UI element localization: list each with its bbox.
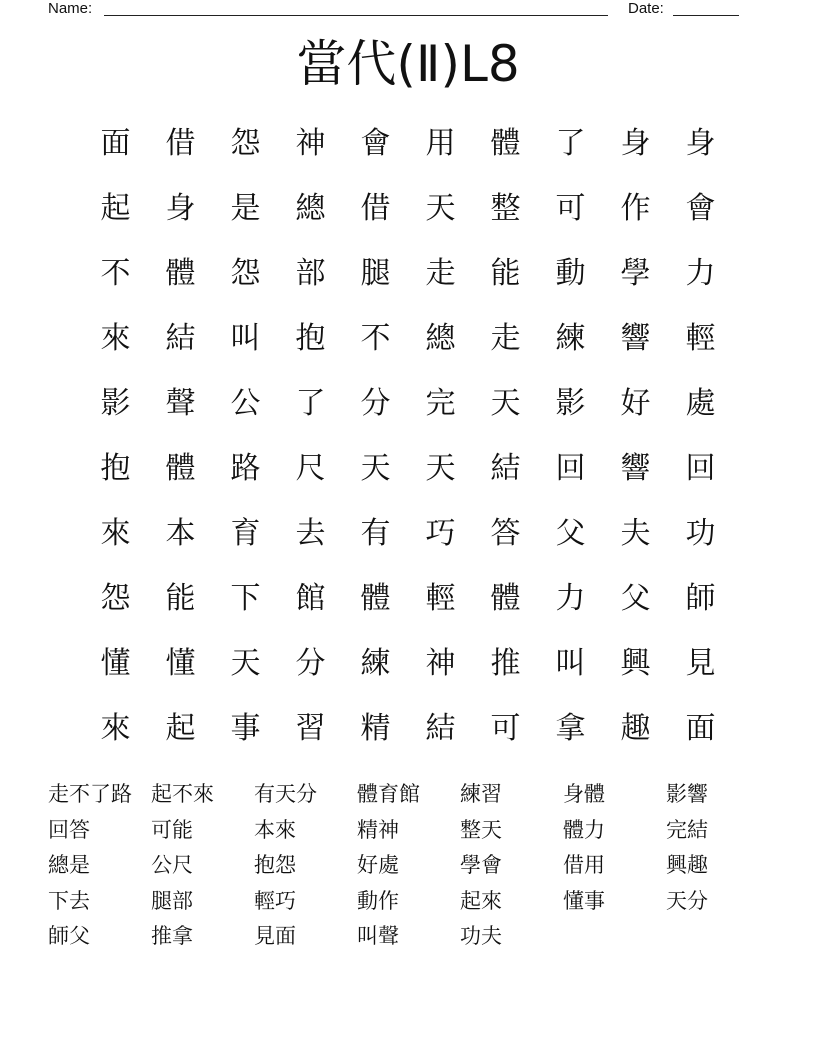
word-list-item: 體力: [563, 817, 605, 842]
grid-cell[interactable]: 體: [360, 581, 391, 616]
grid-cell[interactable]: 部: [295, 256, 326, 291]
grid-cell[interactable]: 腿: [360, 256, 391, 291]
word-list-item: 本來: [254, 817, 296, 842]
grid-cell[interactable]: 父: [620, 581, 651, 616]
grid-cell[interactable]: 精: [360, 711, 391, 746]
word-list-row: [48, 848, 769, 884]
word-list-item: 整天: [460, 817, 502, 842]
grid-cell[interactable]: 神: [295, 126, 326, 161]
grid-cell[interactable]: 育: [230, 516, 261, 551]
date-blank-line[interactable]: [673, 15, 739, 16]
grid-cell[interactable]: 借: [360, 191, 391, 226]
grid-cell[interactable]: 身: [165, 191, 196, 226]
date-label: Date:: [628, 0, 664, 17]
grid-cell[interactable]: 叫: [555, 646, 586, 681]
word-list-item: 輕巧: [254, 888, 296, 913]
grid-cell[interactable]: 功: [685, 516, 716, 551]
grid-cell[interactable]: 拿: [555, 711, 586, 746]
grid-cell[interactable]: 能: [490, 256, 521, 291]
grid-cell[interactable]: 見: [685, 646, 716, 681]
grid-row: [83, 179, 733, 244]
grid-cell[interactable]: 會: [360, 126, 391, 161]
word-list-item: 可能: [151, 817, 193, 842]
grid-cell[interactable]: 抱: [295, 321, 326, 356]
word-list-item: 好處: [357, 853, 399, 877]
grid-cell[interactable]: 師: [685, 581, 716, 616]
word-list-item: 精神: [357, 817, 399, 842]
word-list-item: 下去: [48, 888, 90, 913]
grid-cell[interactable]: 處: [685, 386, 716, 421]
word-list-item: 興趣: [666, 853, 708, 877]
grid-cell[interactable]: 天: [230, 646, 261, 681]
grid-cell[interactable]: 神: [425, 646, 456, 681]
grid-cell[interactable]: 可: [490, 711, 521, 746]
grid-cell[interactable]: 力: [555, 581, 586, 616]
grid-cell[interactable]: 可: [555, 191, 586, 226]
grid-cell[interactable]: 分: [360, 386, 391, 421]
grid-cell[interactable]: 來: [100, 516, 131, 551]
grid-cell[interactable]: 巧: [425, 516, 456, 551]
grid-cell[interactable]: 練: [360, 646, 391, 681]
grid-cell[interactable]: 事: [230, 711, 261, 746]
grid-cell[interactable]: 響: [620, 321, 651, 356]
grid-cell[interactable]: 是: [230, 191, 261, 226]
grid-row: [83, 634, 733, 699]
word-list-item: 體育館: [357, 782, 420, 806]
grid-cell[interactable]: 體: [165, 256, 196, 291]
grid-cell[interactable]: 練: [555, 321, 586, 356]
worksheet-title: 當代(Ⅱ)L8: [296, 35, 520, 93]
grid-row: [83, 374, 733, 439]
grid-cell[interactable]: 習: [295, 711, 326, 746]
grid-row: [83, 244, 733, 309]
word-list-item: 懂事: [563, 888, 605, 913]
grid-cell[interactable]: 回: [555, 451, 586, 486]
grid-cell[interactable]: 用: [425, 126, 456, 161]
grid-cell[interactable]: 影: [555, 386, 586, 421]
grid-cell[interactable]: 回: [685, 451, 716, 486]
grid-cell[interactable]: 懂: [100, 646, 131, 681]
word-list-item: 師父: [48, 924, 90, 948]
word-list-item: 走不了路: [48, 782, 132, 806]
grid-cell[interactable]: 結: [425, 711, 456, 746]
grid-cell[interactable]: 了: [295, 386, 326, 421]
word-list-item: 總是: [48, 853, 90, 877]
grid-cell[interactable]: 了: [555, 126, 586, 161]
grid-cell[interactable]: 面: [100, 126, 131, 161]
grid-cell[interactable]: 總: [425, 321, 456, 356]
word-list-item: 叫聲: [357, 924, 399, 948]
grid-cell[interactable]: 起: [100, 191, 131, 226]
grid-cell[interactable]: 身: [685, 126, 716, 161]
grid-cell[interactable]: 天: [425, 191, 456, 226]
grid-cell[interactable]: 抱: [100, 451, 131, 486]
word-list-item: 推拿: [151, 924, 193, 948]
grid-cell[interactable]: 借: [165, 126, 196, 161]
grid-cell[interactable]: 起: [165, 711, 196, 746]
grid-cell[interactable]: 下: [230, 581, 261, 616]
grid-cell[interactable]: 總: [295, 191, 326, 226]
grid-cell[interactable]: 響: [620, 451, 651, 486]
grid-row: [83, 309, 733, 374]
word-list-item: 天分: [666, 888, 708, 913]
grid-cell[interactable]: 體: [165, 451, 196, 486]
grid-cell[interactable]: 整: [490, 191, 521, 226]
word-list-item: 公尺: [151, 853, 193, 877]
grid-cell[interactable]: 聲: [165, 386, 196, 421]
grid-cell[interactable]: 結: [490, 451, 521, 486]
grid-cell[interactable]: 結: [165, 321, 196, 356]
grid-cell[interactable]: 身: [620, 126, 651, 161]
grid-cell[interactable]: 走: [490, 321, 521, 356]
grid-cell[interactable]: 怨: [100, 581, 131, 616]
grid-cell[interactable]: 分: [295, 646, 326, 681]
grid-cell[interactable]: 去: [295, 516, 326, 551]
word-list: [48, 777, 769, 955]
grid-row: [83, 699, 733, 764]
grid-cell[interactable]: 天: [490, 386, 521, 421]
word-list-item: 功夫: [460, 924, 502, 948]
word-list-row: [48, 813, 769, 849]
grid-cell[interactable]: 好: [620, 386, 651, 421]
grid-cell[interactable]: 有: [360, 516, 391, 551]
word-list-item: 練習: [460, 782, 502, 806]
grid-cell[interactable]: 會: [685, 191, 716, 226]
grid-row: [83, 439, 733, 504]
grid-cell[interactable]: 走: [425, 256, 456, 291]
word-list-row: [48, 919, 769, 955]
grid-cell[interactable]: 體: [490, 581, 521, 616]
grid-cell[interactable]: 館: [295, 581, 326, 616]
grid-cell[interactable]: 夫: [620, 516, 651, 551]
grid-cell[interactable]: 天: [425, 451, 456, 486]
grid-cell[interactable]: 答: [490, 516, 521, 551]
word-list-item: 腿部: [151, 888, 193, 913]
word-list-item: 抱怨: [254, 853, 296, 877]
grid-cell[interactable]: 輕: [685, 321, 716, 356]
word-list-item: 起來: [460, 888, 502, 913]
grid-cell[interactable]: 力: [685, 256, 716, 291]
word-list-item: 回答: [48, 817, 90, 842]
word-list-item: 身體: [563, 782, 605, 806]
grid-cell[interactable]: 推: [490, 646, 521, 681]
grid-cell[interactable]: 來: [100, 321, 131, 356]
word-list-item: 起不來: [151, 782, 214, 806]
word-list-item: 影響: [666, 782, 708, 806]
grid-cell[interactable]: 天: [360, 451, 391, 486]
word-list-item: 見面: [254, 924, 296, 948]
word-list-row: [48, 777, 769, 813]
word-list-item: 完結: [666, 817, 708, 842]
grid-cell[interactable]: 體: [490, 126, 521, 161]
name-blank-line[interactable]: [104, 15, 608, 16]
grid-row: [83, 569, 733, 634]
grid-cell[interactable]: 影: [100, 386, 131, 421]
grid-cell[interactable]: 公: [230, 386, 261, 421]
grid-row: [83, 114, 733, 179]
grid-cell[interactable]: 怨: [230, 256, 261, 291]
grid-cell[interactable]: 懂: [165, 646, 196, 681]
word-list-row: [48, 884, 769, 920]
grid-cell[interactable]: 叫: [230, 321, 261, 356]
grid-cell[interactable]: 能: [165, 581, 196, 616]
word-list-item: 借用: [563, 853, 605, 877]
grid-cell[interactable]: 不: [100, 256, 131, 291]
word-search-grid: [83, 114, 733, 764]
grid-cell[interactable]: 尺: [295, 451, 326, 486]
grid-cell[interactable]: 趣: [620, 711, 651, 746]
word-list-item: 動作: [357, 888, 399, 913]
grid-cell[interactable]: 興: [620, 646, 651, 681]
word-list-item: 學會: [460, 853, 502, 877]
grid-cell[interactable]: 作: [620, 191, 651, 226]
grid-row: [83, 504, 733, 569]
grid-cell[interactable]: 來: [100, 711, 131, 746]
grid-cell[interactable]: 動: [555, 256, 586, 291]
grid-cell[interactable]: 怨: [230, 126, 261, 161]
grid-cell[interactable]: 本: [165, 516, 196, 551]
grid-cell[interactable]: 學: [620, 256, 651, 291]
grid-cell[interactable]: 完: [425, 386, 456, 421]
name-label: Name:: [48, 0, 93, 17]
grid-cell[interactable]: 輕: [425, 581, 456, 616]
grid-cell[interactable]: 面: [685, 711, 716, 746]
grid-cell[interactable]: 路: [230, 451, 261, 486]
grid-cell[interactable]: 不: [360, 321, 391, 356]
worksheet-header: [48, 0, 748, 20]
grid-cell[interactable]: 父: [555, 516, 586, 551]
word-list-item: 有天分: [254, 782, 317, 806]
